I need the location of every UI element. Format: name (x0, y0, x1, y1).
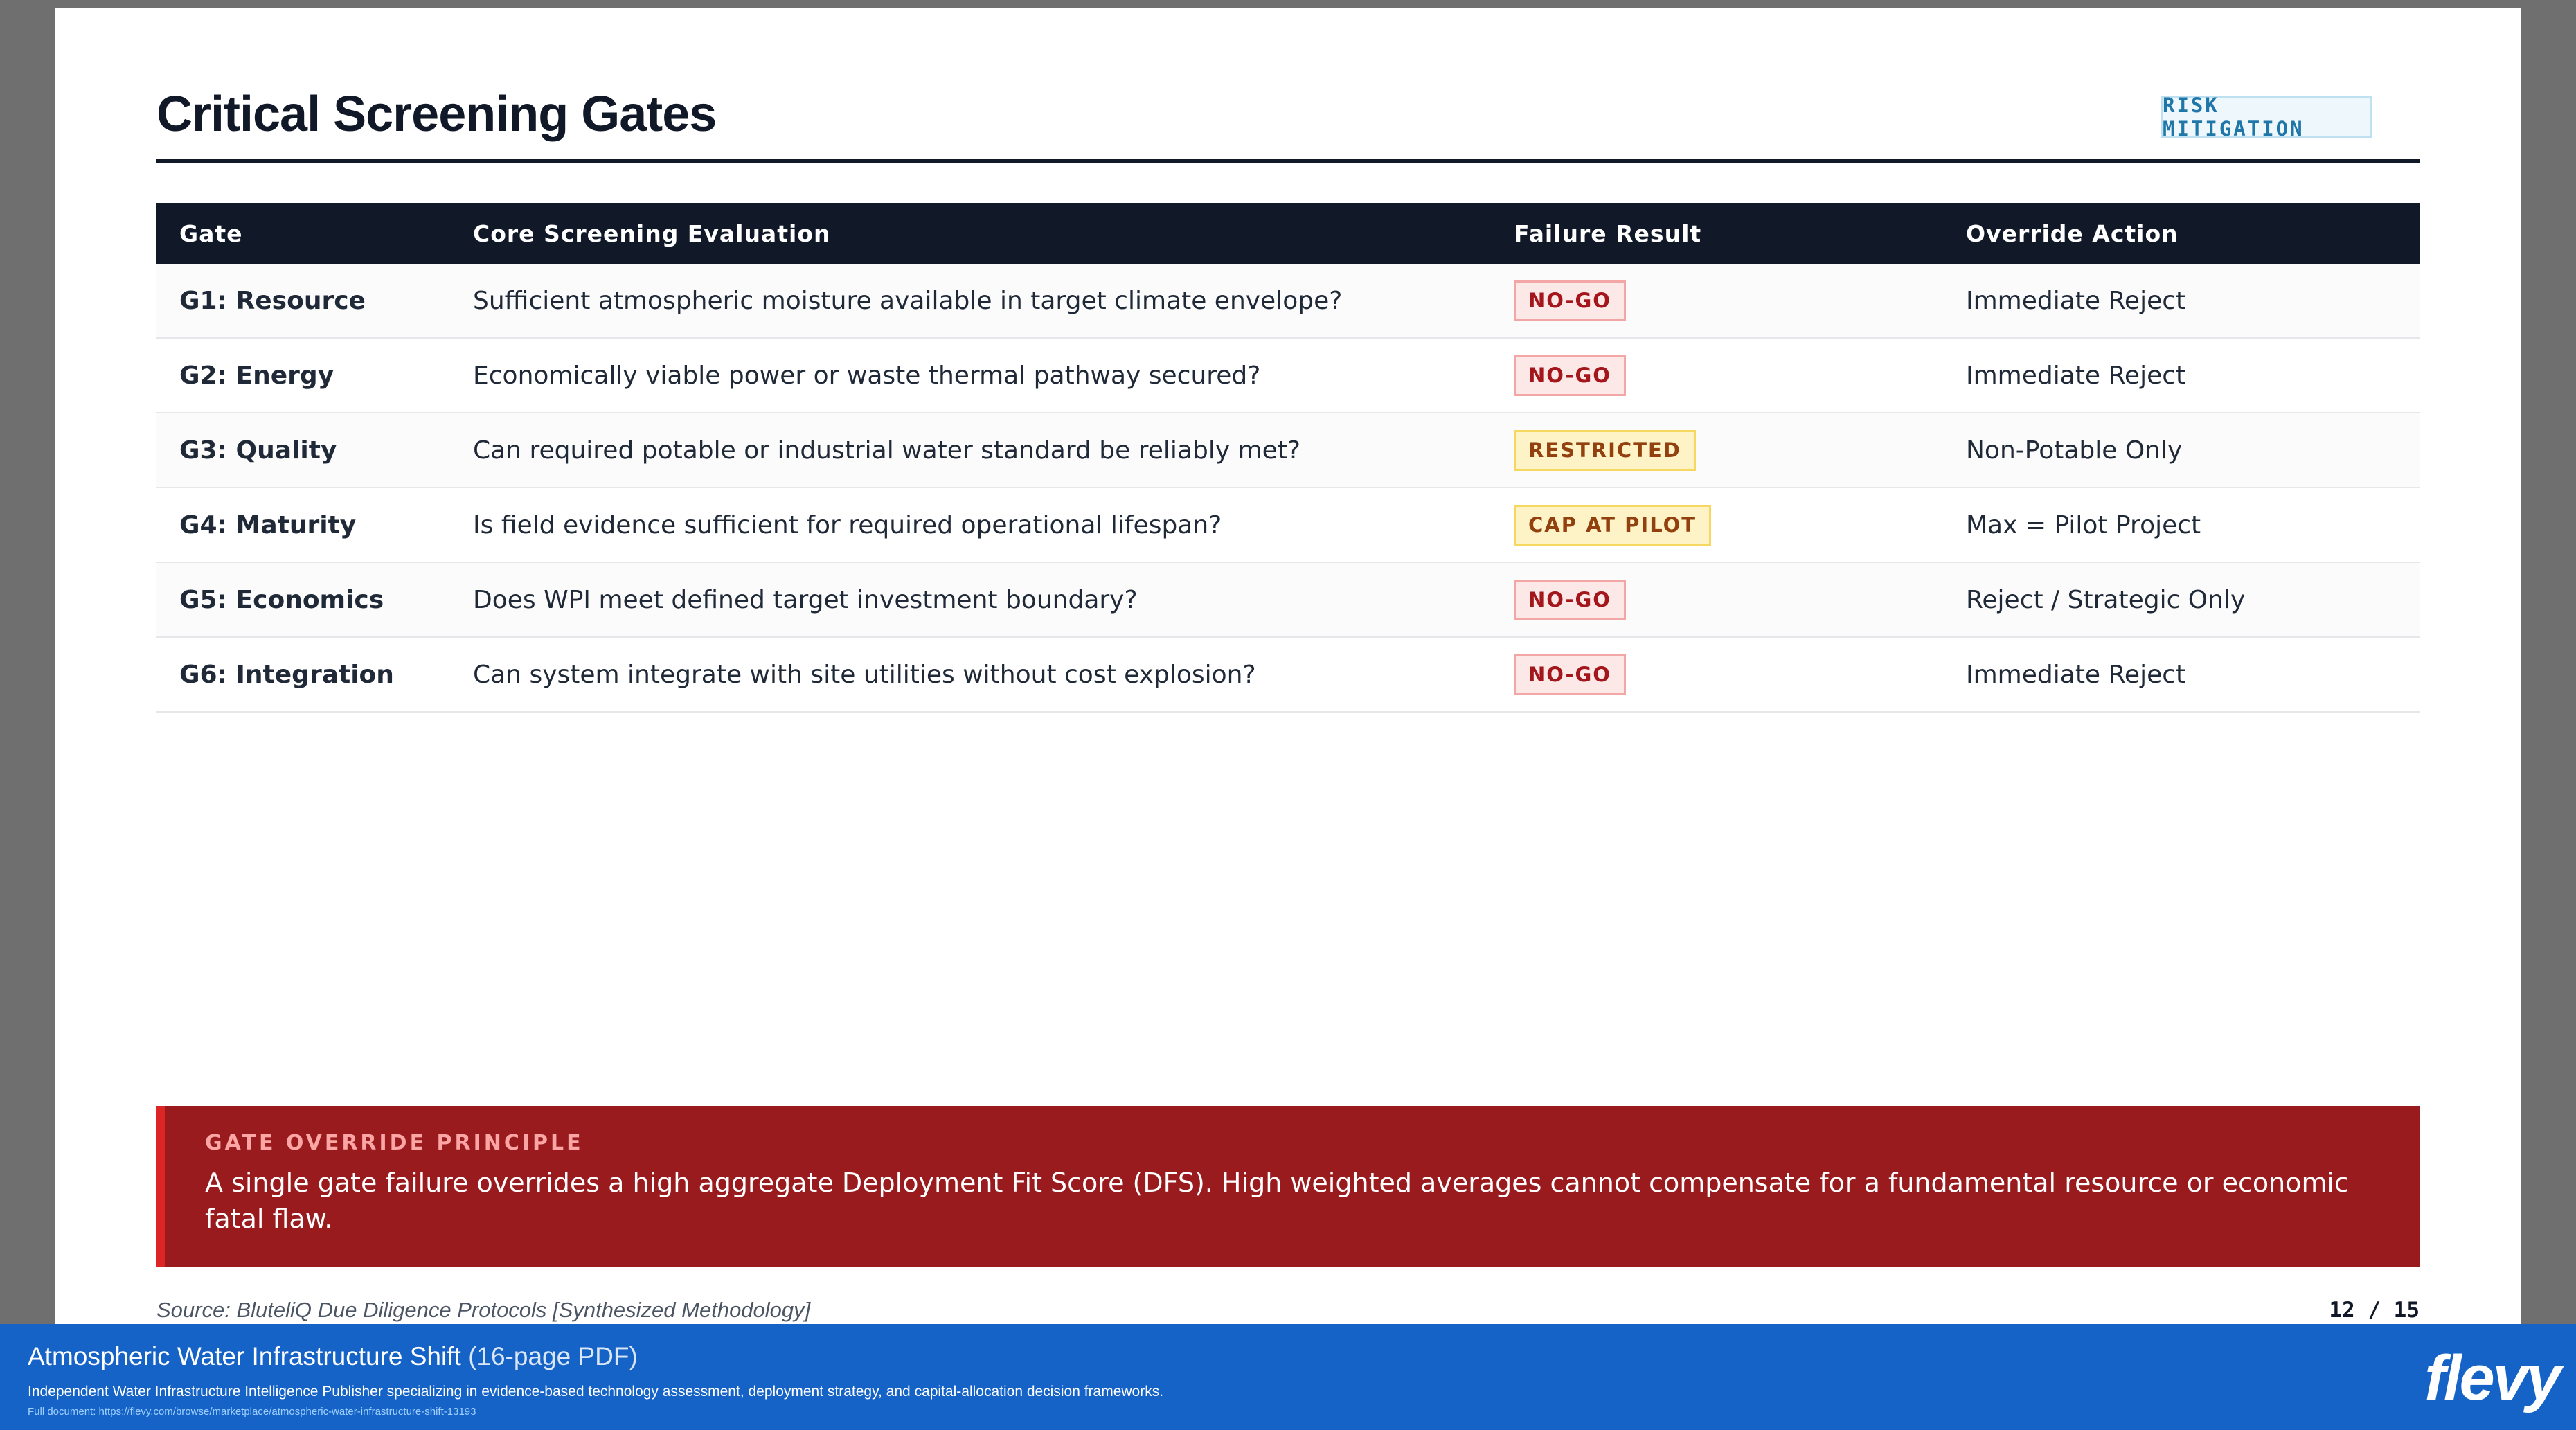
failure-result-badge: RESTRICTED (1514, 430, 1696, 471)
document-title[interactable] (28, 1342, 638, 1371)
page-total: 15 (2393, 1298, 2420, 1323)
header-gate: Gate (179, 220, 243, 247)
table-row (156, 339, 2420, 413)
document-link[interactable]: Full document: https://flevy.com/browse/marketplace/atmospheric-water-infrastructure-shift-13193 (28, 1406, 476, 1418)
gate-override-callout (156, 1106, 2420, 1267)
screening-gates-table (156, 203, 2420, 713)
document-title-text[interactable]: Atmospheric Water Infrastructure Shift (28, 1342, 461, 1370)
gate-evaluation: Can required potable or industrial water standard be reliably met? (473, 436, 1301, 465)
failure-result-badge: NO-GO (1514, 654, 1626, 695)
callout-text: A single gate failure overrides a high aggregate Deployment Fit Score (DFS). High weighted averages cannot compensate for a fundamental resource or economic fatal flaw. (205, 1168, 2349, 1234)
table-body (156, 264, 2420, 713)
page-current: 12 (2329, 1298, 2355, 1323)
override-action: Reject / Strategic Only (1966, 585, 2246, 614)
override-action: Immediate Reject (1966, 660, 2186, 689)
page-indicator (2327, 1298, 2420, 1323)
gate-evaluation: Sufficient atmospheric moisture available in target climate envelope? (473, 286, 1343, 315)
table-row (156, 563, 2420, 638)
override-action: Max = Pilot Project (1966, 510, 2201, 539)
gate-name: G6: Integration (179, 660, 394, 689)
failure-result-badge: CAP AT PILOT (1514, 505, 1711, 546)
category-tag: RISK MITIGATION (2161, 96, 2372, 138)
publisher-description: Independent Water Infrastructure Intelligence Publisher specializing in evidence-based technology assessment, deployment strategy, and capital-allocation decision frameworks. (28, 1384, 1164, 1400)
header-failure-result: Failure Result (1514, 220, 1702, 247)
header-override-action: Override Action (1966, 220, 2179, 247)
source-note: Source: BluteliQ Due Diligence Protocols [Synthesized Methodology] (156, 1298, 811, 1322)
failure-result-badge: NO-GO (1514, 280, 1626, 321)
gate-name: G2: Energy (179, 361, 334, 390)
title-divider (156, 159, 2420, 163)
flevy-logo[interactable]: flevy (2424, 1343, 2559, 1413)
header-evaluation: Core Screening Evaluation (473, 220, 831, 247)
gate-evaluation: Does WPI meet defined target investment boundary? (473, 585, 1138, 614)
table-header (156, 203, 2420, 264)
callout-label: GATE OVERRIDE PRINCIPLE (205, 1131, 584, 1155)
failure-result-badge: NO-GO (1514, 580, 1626, 620)
gate-evaluation: Is field evidence sufficient for required operational lifespan? (473, 510, 1222, 539)
slide (55, 8, 2521, 1324)
gate-evaluation: Can system integrate with site utilities without cost explosion? (473, 660, 1256, 689)
override-action: Immediate Reject (1966, 286, 2186, 315)
gate-evaluation: Economically viable power or waste thermal pathway secured? (473, 361, 1261, 390)
override-action: Non-Potable Only (1966, 436, 2183, 465)
table-row (156, 638, 2420, 713)
gate-name: G5: Economics (179, 585, 384, 614)
override-action: Immediate Reject (1966, 361, 2186, 390)
table-row (156, 413, 2420, 488)
page-separator: / (2368, 1298, 2381, 1323)
gate-name: G4: Maturity (179, 510, 357, 539)
document-footer-banner[interactable] (0, 1324, 2576, 1430)
gate-name: G3: Quality (179, 436, 337, 465)
document-page-count: (16-page PDF) (468, 1342, 638, 1370)
table-row (156, 264, 2420, 339)
table-row (156, 488, 2420, 563)
failure-result-badge: NO-GO (1514, 355, 1626, 396)
page-title: Critical Screening Gates (156, 87, 717, 142)
gate-name: G1: Resource (179, 286, 366, 315)
